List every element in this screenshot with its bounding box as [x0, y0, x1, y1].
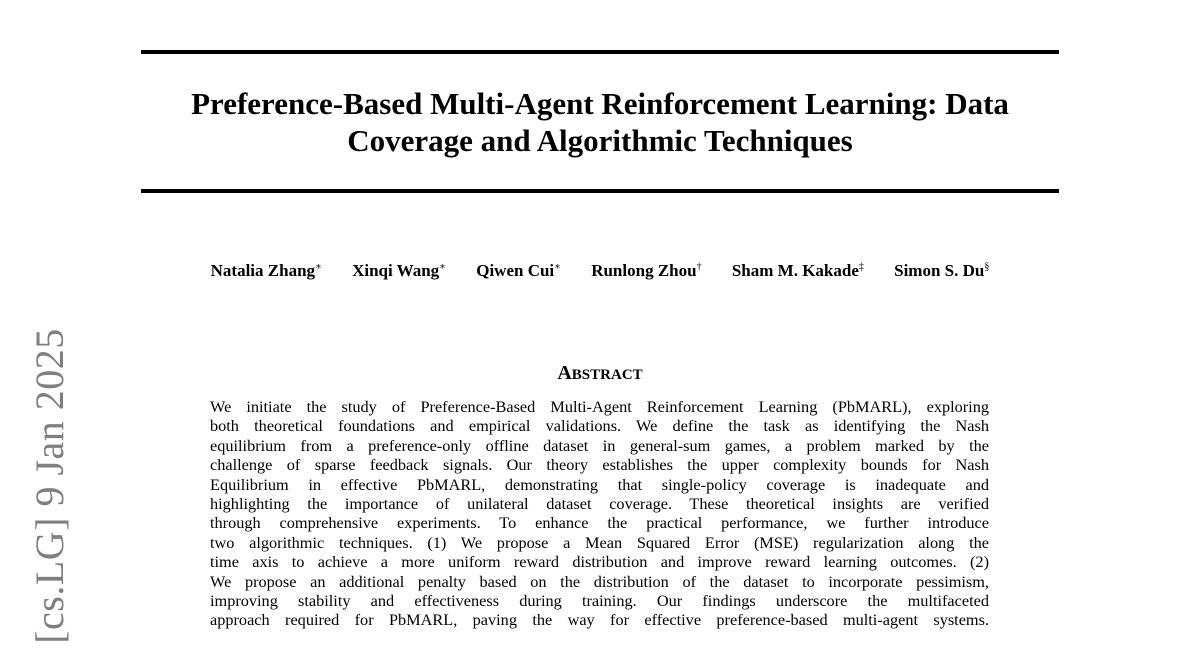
- abstract-heading: [141, 361, 1059, 387]
- author-name: Qiwen Cui: [476, 261, 555, 280]
- author-affiliation-mark: ∗: [315, 261, 322, 273]
- author-name: Sham M. Kakade: [731, 261, 859, 280]
- abstract-line: challenge of sparse feedback signals. Our theory establishes the upper complexity bounds for Nash: [210, 455, 989, 475]
- author: [894, 260, 989, 282]
- abstract-line: two algorithmic techniques. (1) We propose a Mean Squared Error (MSE) regularization along the: [210, 532, 989, 552]
- title-top-rule: [141, 50, 1059, 54]
- abstract-heading-rest: BSTRACT: [571, 367, 643, 383]
- abstract-line: through comprehensive experiments. To enhance the practical performance, we further introduce: [210, 513, 989, 533]
- title-line: Preference-Based Multi-Agent Reinforcement Learning: Data: [191, 86, 1009, 121]
- author: [591, 260, 701, 282]
- author-list: [141, 260, 1059, 282]
- author-name: Natalia Zhang: [210, 261, 316, 280]
- author-affiliation-mark: ∗: [439, 261, 446, 273]
- author: [211, 260, 322, 282]
- abstract-line: highlighting the importance of unilateral dataset coverage. These theoretical insights are verified: [210, 494, 989, 514]
- abstract-heading-initial: A: [557, 362, 572, 384]
- author-affiliation-mark: §: [984, 261, 990, 273]
- abstract-line: Equilibrium in effective PbMARL, demonstrating that single-policy coverage is inadequate and: [210, 474, 989, 494]
- abstract-text: [210, 397, 989, 630]
- author-affiliation-mark: †: [696, 261, 702, 273]
- title-line: Coverage and Algorithmic Techniques: [347, 123, 853, 158]
- author-affiliation-mark: ‡: [858, 261, 864, 273]
- abstract-line: equilibrium from a preference-only offline dataset in general-sum games, a problem marked by the: [210, 435, 989, 455]
- author-name: Simon S. Du: [894, 261, 985, 280]
- author: [732, 260, 864, 282]
- author-name: Runlong Zhou: [591, 261, 697, 280]
- abstract-line: time axis to achieve a more uniform reward distribution and improve reward learning outcomes. (2): [210, 552, 989, 572]
- author: [476, 260, 561, 282]
- title-bottom-rule: [141, 189, 1059, 193]
- abstract-line: both theoretical foundations and empirical validations. We define the task as identifying the Nash: [210, 416, 989, 436]
- author-name: Xinqi Wang: [352, 261, 440, 280]
- author-affiliation-mark: ∗: [554, 261, 561, 273]
- abstract-line: approach required for PbMARL, paving the way for effective preference-based multi-agent systems.: [210, 610, 989, 630]
- paper-title: [141, 85, 1059, 159]
- abstract-line: improving stability and effectiveness during training. Our findings underscore the multifaceted: [210, 591, 989, 611]
- abstract-line: We propose an additional penalty based on the distribution of the dataset to incorporate pessimism,: [210, 571, 989, 591]
- abstract-line: We initiate the study of Preference-Based Multi-Agent Reinforcement Learning (PbMARL), exploring: [210, 397, 989, 416]
- author: [352, 260, 446, 282]
- arxiv-identifier-stamp: [cs.LG] 9 Jan 2025: [27, 328, 72, 644]
